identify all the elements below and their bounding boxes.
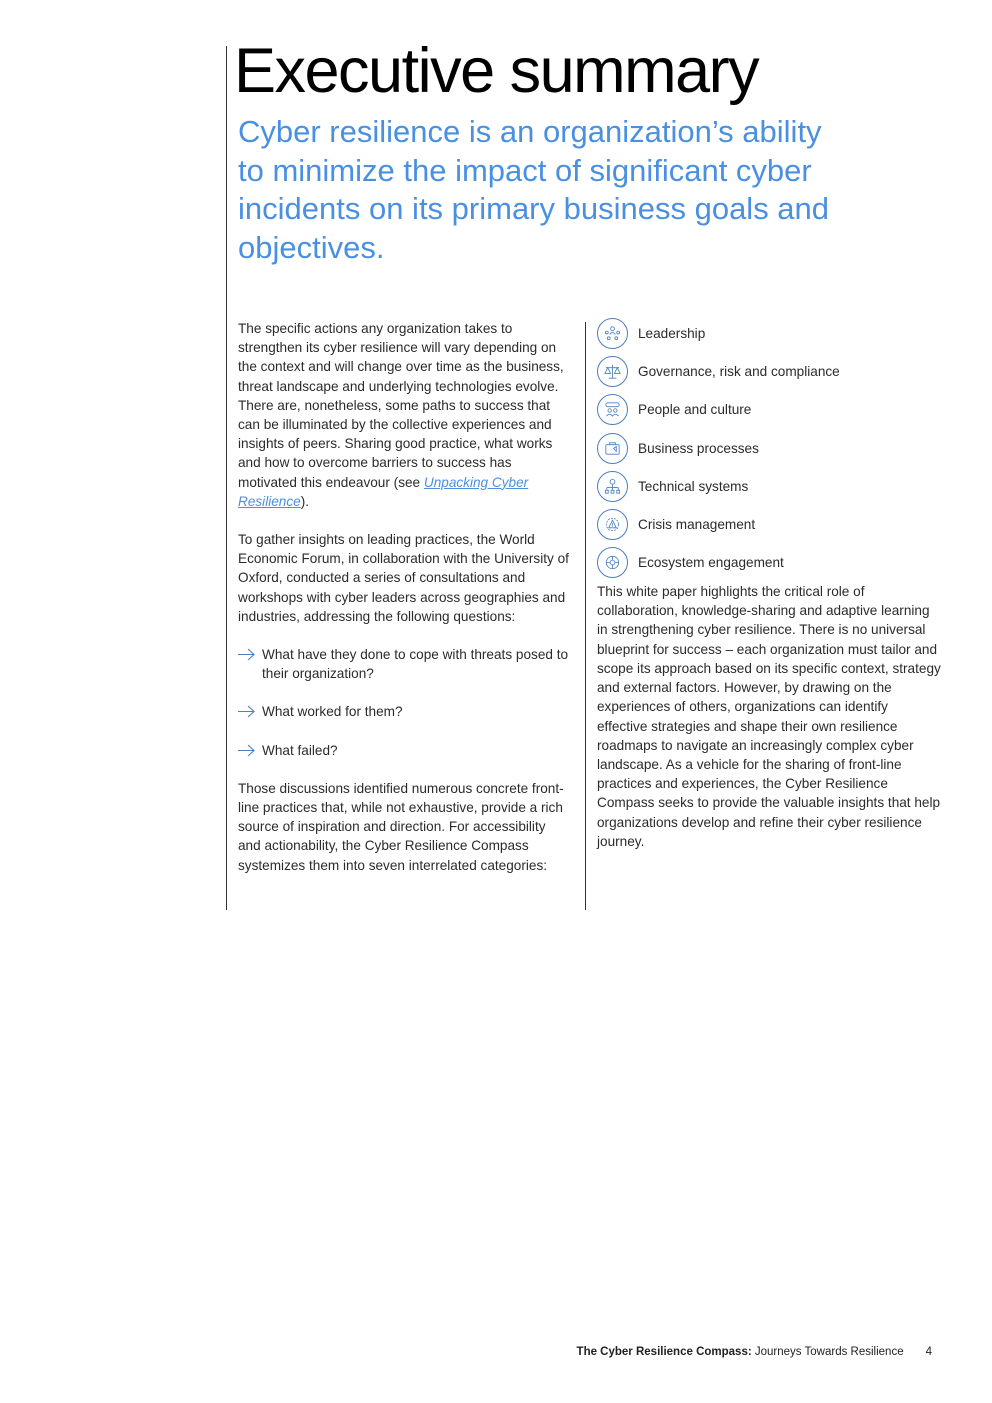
paragraph-intro-text: The specific actions any organization takes to strengthen its cyber resilience will vary depending on the context and will change over time as the business, threat landscape and underlying technologies evolve. There are, nonetheless, some paths to success that can be illuminated by the collective experiences and insights of peers. Sharing good practice, what works and how to overcome barriers to success has motivated this endeavour (see bbox=[238, 321, 564, 490]
footer-report-title: The Cyber Resilience Compass: bbox=[576, 1346, 752, 1358]
paragraph-intro bbox=[238, 319, 571, 511]
category-label: Technical systems bbox=[638, 478, 749, 494]
page-title: Executive summary bbox=[234, 36, 759, 106]
paragraph-categories: Those discussions identified numerous concrete front-line practices that, while not exhaustive, provide a rich source of inspiration and direction. For accessibility and actionability, the Cyber Resilience Compass systemizes them into seven interrelated categories: bbox=[238, 780, 564, 873]
category-label: People and culture bbox=[638, 402, 752, 418]
arrow-right-icon bbox=[238, 705, 256, 718]
network-icon bbox=[597, 471, 628, 502]
unpacking-cyber-resilience-link[interactable]: Unpacking Cyber Resilience bbox=[238, 474, 529, 509]
leadership-icon bbox=[597, 318, 628, 349]
alert-gear-icon bbox=[597, 509, 628, 540]
category-label: Crisis management bbox=[638, 517, 756, 533]
question-text: What have they done to cope with threats posed to their organization? bbox=[262, 647, 569, 682]
category-ecosystem-engagement bbox=[597, 544, 942, 582]
category-label: Leadership bbox=[638, 325, 706, 341]
category-people bbox=[597, 391, 942, 429]
paragraph-insights: To gather insights on leading practices, the World Economic Forum, in collaboration with the University of Oxford, conducted a series of consultations and workshops with cyber leaders across geographies and industries, addressing the following questions: bbox=[238, 532, 569, 624]
arrow-right-icon bbox=[238, 744, 256, 757]
category-crisis-management bbox=[597, 505, 942, 543]
page-footer bbox=[577, 1346, 932, 1358]
footer-report-subtitle: Journeys Towards Resilience bbox=[751, 1346, 904, 1358]
page-number: 4 bbox=[925, 1346, 932, 1358]
category-technical-systems bbox=[597, 467, 942, 505]
subtitle: Cyber resilience is an organization’s ability to minimize the impact of significant cyber incidents on its primary business goals and objectives. bbox=[238, 114, 830, 265]
question-text: What failed? bbox=[262, 742, 338, 758]
question-item bbox=[238, 741, 571, 760]
left-column bbox=[238, 319, 571, 875]
right-column bbox=[597, 314, 942, 851]
category-governance bbox=[597, 352, 942, 390]
paragraph-intro-end: ). bbox=[300, 493, 310, 509]
arrow-right-icon bbox=[238, 648, 256, 661]
question-item bbox=[238, 645, 571, 683]
column-divider bbox=[585, 322, 586, 910]
briefcase-icon bbox=[597, 433, 628, 464]
questions-list bbox=[238, 645, 571, 760]
left-rule bbox=[226, 46, 227, 910]
category-business-processes bbox=[597, 429, 942, 467]
question-text: What worked for them? bbox=[262, 704, 403, 720]
category-leadership bbox=[597, 314, 942, 352]
categories-list bbox=[597, 314, 942, 582]
paragraph-white-paper: This white paper highlights the critical role of collaboration, knowledge-sharing and adaptive learning in strengthening cyber resilience. There is no universal blueprint for success – each organization must tailor and scope its approach based on its specific context, strategy and external factors. However, by drawing on the experiences of others, organizations can identify effective strategies and shape their own resilience roadmaps to navigate an increasingly complex cyber landscape. As a vehicle for the sharing of front-line practices and experiences, the Cyber Resilience Compass seeks to provide the valuable insights that help organizations develop and refine their cyber resilience journey. bbox=[597, 584, 941, 849]
category-label: Business processes bbox=[638, 440, 759, 456]
category-label: Governance, risk and compliance bbox=[638, 363, 840, 379]
ecosystem-icon bbox=[597, 547, 628, 578]
scales-icon bbox=[597, 356, 628, 387]
category-label: Ecosystem engagement bbox=[638, 555, 784, 571]
question-item bbox=[238, 702, 571, 721]
people-icon bbox=[597, 394, 628, 425]
